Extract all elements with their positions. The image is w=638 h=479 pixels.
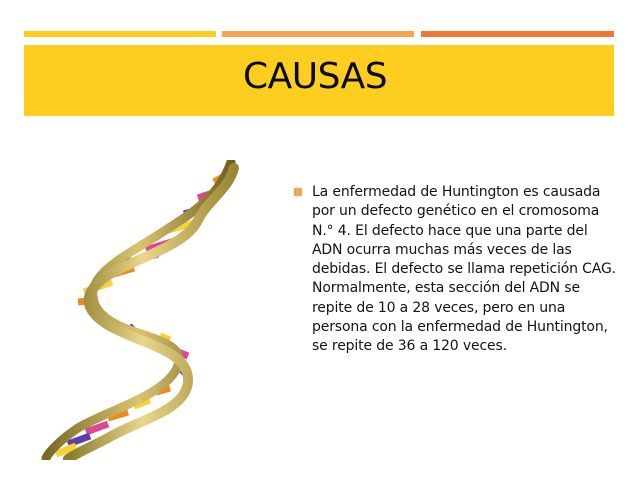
- bullet-square: [294, 188, 302, 196]
- square-bullet-icon: [293, 187, 303, 197]
- accent-bar-yellow: [24, 31, 216, 37]
- bullet-item: [293, 183, 618, 357]
- slide-title: CAUSAS: [243, 56, 388, 97]
- accent-bar-light-orange: [222, 31, 414, 37]
- dna-double-helix-icon: [38, 160, 248, 460]
- bullet-text: La enfermedad de Huntington es causada por un defecto genético en el cromosoma N.° 4. El defecto hace que una parte del ADN ocurra muchas más veces de las debidas. El defecto se llama repetición CAG. Normalmente, esta sección del ADN se repite de 10 a 28 veces, pero en una persona con la enfermedad de Huntington, se repite de 36 a 120 veces.: [312, 184, 616, 355]
- content-area: [293, 183, 618, 357]
- accent-bar-orange: [421, 31, 614, 37]
